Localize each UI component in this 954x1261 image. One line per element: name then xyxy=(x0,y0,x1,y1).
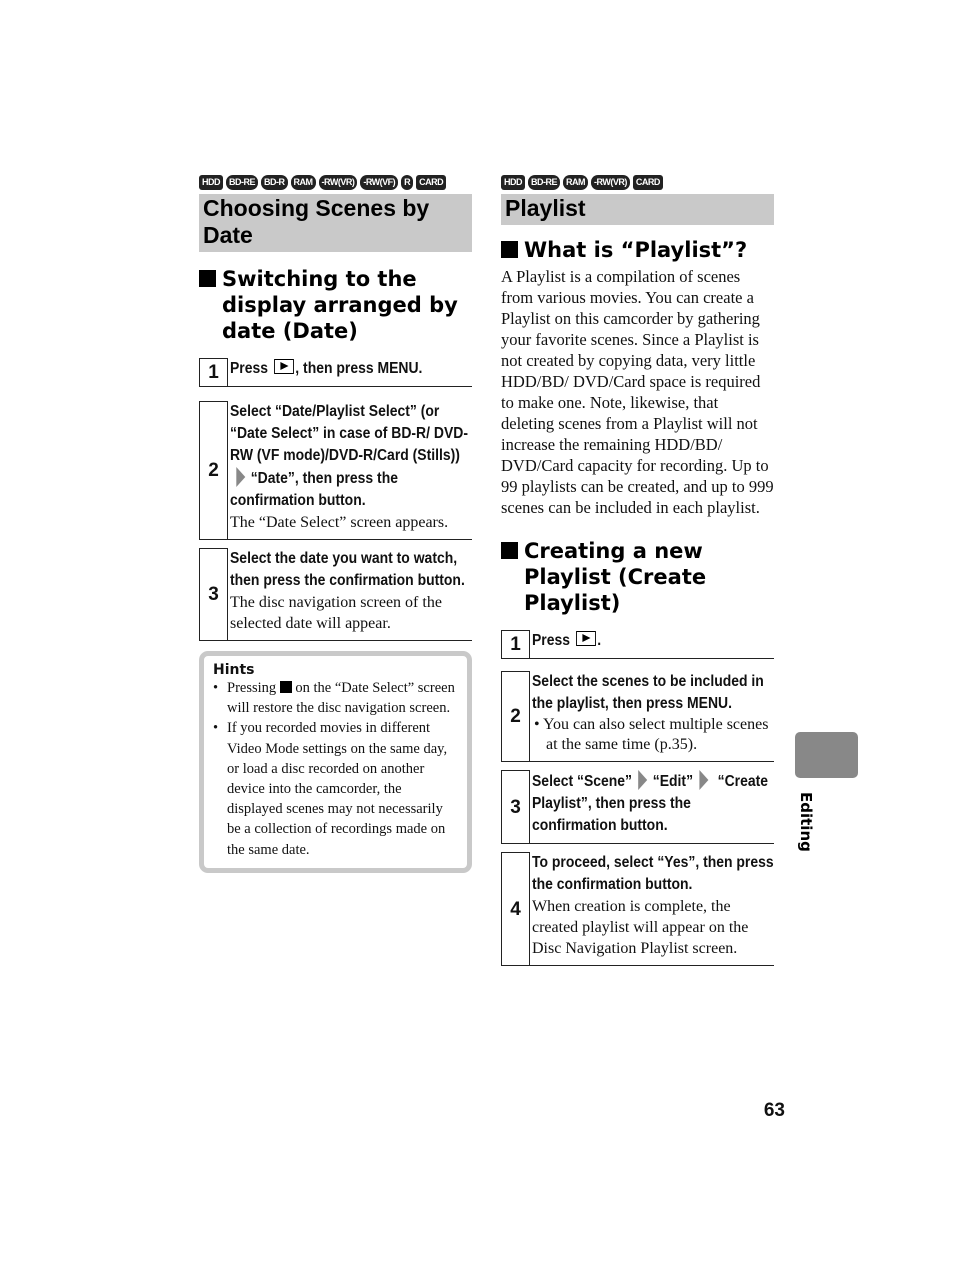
media-badge: HDD xyxy=(501,175,525,190)
step-instruction: Press , then press MENU. xyxy=(230,360,423,377)
media-badge: -RW(VR) xyxy=(319,175,358,190)
step-2 xyxy=(199,397,472,540)
right-column xyxy=(501,174,774,966)
step-3 xyxy=(501,766,774,844)
media-badge: -RW(VR) xyxy=(591,175,630,190)
subheading xyxy=(199,266,472,344)
step-instruction: Press . xyxy=(532,632,602,649)
step-number: 2 xyxy=(501,671,530,762)
media-badge: CARD xyxy=(416,175,446,190)
arrow-right-icon xyxy=(638,770,647,790)
arrow-right-icon xyxy=(236,467,245,487)
step-instruction: Select the scenes to be included in the playlist, then press MENU. xyxy=(532,673,764,712)
body-paragraph: A Playlist is a compilation of scenes from various movies. You can create a Playlist on this camcorder by gathering your favorite scenes. Since a Playlist is not created by copying data, very little HDD/BD/ DVD/Card space is required to make one. Note, likewise, that deleting scenes from a Playlist will not increase the remaining HDD/BD/ DVD/Card capacity for recording. Up to 99 playlists can be created, and up to 999 scenes can be included in each playlist. xyxy=(501,267,774,517)
step-instruction: Select the date you want to watch, then press the confirmation button. xyxy=(230,550,465,589)
arrow-right-icon xyxy=(699,770,708,790)
page-number: 63 xyxy=(763,1100,785,1121)
subheading-text: What is “Playlist”? xyxy=(524,238,748,262)
media-badge: BD-RE xyxy=(528,175,560,190)
step-note: The “Date Select” screen appears. xyxy=(230,514,449,531)
step-instruction: Select “Scene” “Edit” “Create Playlist”, then press the confirmation button. xyxy=(532,770,774,837)
play-icon xyxy=(576,631,596,646)
media-badge: HDD xyxy=(199,175,223,190)
media-badge: CARD xyxy=(633,175,663,190)
hints-title: Hints xyxy=(213,662,255,678)
step-2 xyxy=(501,667,774,762)
media-badge: BD-RE xyxy=(226,175,258,190)
step-number: 1 xyxy=(199,358,228,387)
media-badges xyxy=(501,174,774,190)
step-number: 1 xyxy=(501,630,530,659)
subheading-text: Creating a new Playlist (Create Playlist) xyxy=(524,539,707,615)
media-badge: RAM xyxy=(563,175,588,190)
hints-box xyxy=(199,651,472,873)
list-item: • Pressing on the “Date Select” screen will restore the disc navigation screen. xyxy=(213,680,455,717)
step-number: 2 xyxy=(199,401,228,540)
step-note: The disc navigation screen of the selected date will appear. xyxy=(230,594,442,632)
media-badge: -RW(VF) xyxy=(360,175,398,190)
step-instruction: Select “Date/Playlist Select” (or “Date Select” in case of BD-R/ DVD-RW (VF mode)/DVD-R/Card (Stills))“Date”, then press the confirmation button. xyxy=(230,403,468,509)
step-note: When creation is complete, the created playlist will appear on the Disc Navigation Playlist screen. xyxy=(532,898,749,957)
media-badge: BD-R xyxy=(261,175,288,190)
step-number: 3 xyxy=(199,548,228,641)
subheading-what xyxy=(501,237,774,263)
list-item: • If you recorded movies in different Video Mode settings on the same day, or load a disc recorded on another device into the camcorder, the displayed scenes may not necessarily be a collection of recordings made on the same date. xyxy=(213,720,448,858)
step-4 xyxy=(501,848,774,966)
square-bullet-icon xyxy=(501,542,518,559)
step-bullet: • You can also select multiple scenes at the same time (p.35). xyxy=(534,716,769,753)
square-bullet-icon xyxy=(199,270,216,287)
step-number: 3 xyxy=(501,770,530,844)
section-title: Choosing Scenes by Date xyxy=(199,194,472,252)
square-bullet-icon xyxy=(501,241,518,258)
subheading-create xyxy=(501,538,774,616)
chapter-label: Editing xyxy=(797,792,815,852)
subheading-text: Switching to the display arranged by date (Date) xyxy=(222,267,458,343)
chapter-tab xyxy=(795,732,858,778)
hints-list xyxy=(213,678,459,860)
media-badge: RAM xyxy=(291,175,316,190)
step-3 xyxy=(199,544,472,641)
step-number: 4 xyxy=(501,852,530,966)
play-icon xyxy=(274,359,294,374)
media-badges xyxy=(199,174,472,190)
step-1 xyxy=(501,626,774,659)
stop-icon xyxy=(280,681,292,693)
step-instruction: To proceed, select “Yes”, then press the confirmation button. xyxy=(532,854,774,893)
step-1 xyxy=(199,354,472,387)
left-column xyxy=(199,174,472,873)
media-badge: R xyxy=(401,175,413,190)
section-title: Playlist xyxy=(501,194,774,225)
